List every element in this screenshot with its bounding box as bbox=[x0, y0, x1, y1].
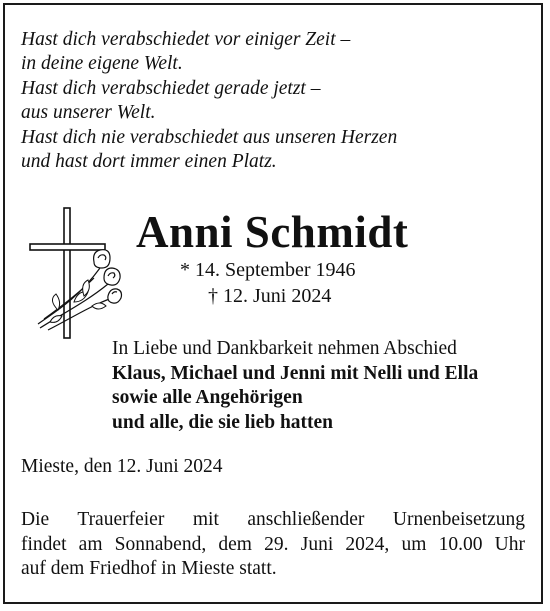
mourners-intro: In Liebe und Dankbarkeit nehmen Abschied bbox=[112, 338, 457, 359]
funeral-line: Die Trauerfeier mit anschließender Urnenbeisetzung bbox=[21, 509, 525, 530]
poem-line: Hast dich verabschiedet vor einiger Zeit – bbox=[21, 29, 351, 50]
deceased-name: Anni Schmidt bbox=[136, 207, 409, 257]
poem bbox=[21, 28, 397, 174]
death-date: † 12. Juni 2024 bbox=[208, 285, 332, 307]
funeral-line: findet am Sonnabend, dem 29. Juni 2024, um 10.00 Uhr bbox=[21, 533, 525, 555]
place-and-date: Mieste, den 12. Juni 2024 bbox=[21, 456, 223, 477]
poem-line: und hast dort immer einen Platz. bbox=[21, 151, 277, 173]
poem-line: Hast dich verabschiedet gerade jetzt – bbox=[21, 77, 321, 99]
funeral-line: auf dem Friedhof in Mieste statt. bbox=[21, 558, 277, 579]
mourners-block bbox=[112, 337, 478, 435]
poem-line: Hast dich nie verabschiedet aus unseren Herzen bbox=[21, 126, 398, 148]
funeral-notice bbox=[21, 508, 525, 582]
poem-line: aus unserer Welt. bbox=[21, 102, 156, 124]
mourners-friends: und alle, die sie lieb hatten bbox=[112, 411, 334, 433]
mourners-relatives: sowie alle Angehörigen bbox=[112, 387, 303, 408]
mourners-family: Klaus, Michael und Jenni mit Nelli und Ella bbox=[112, 362, 479, 384]
cross-with-roses-icon bbox=[28, 206, 123, 346]
birth-date: * 14. September 1946 bbox=[180, 259, 356, 281]
poem-line: in deine eigene Welt. bbox=[21, 53, 183, 75]
